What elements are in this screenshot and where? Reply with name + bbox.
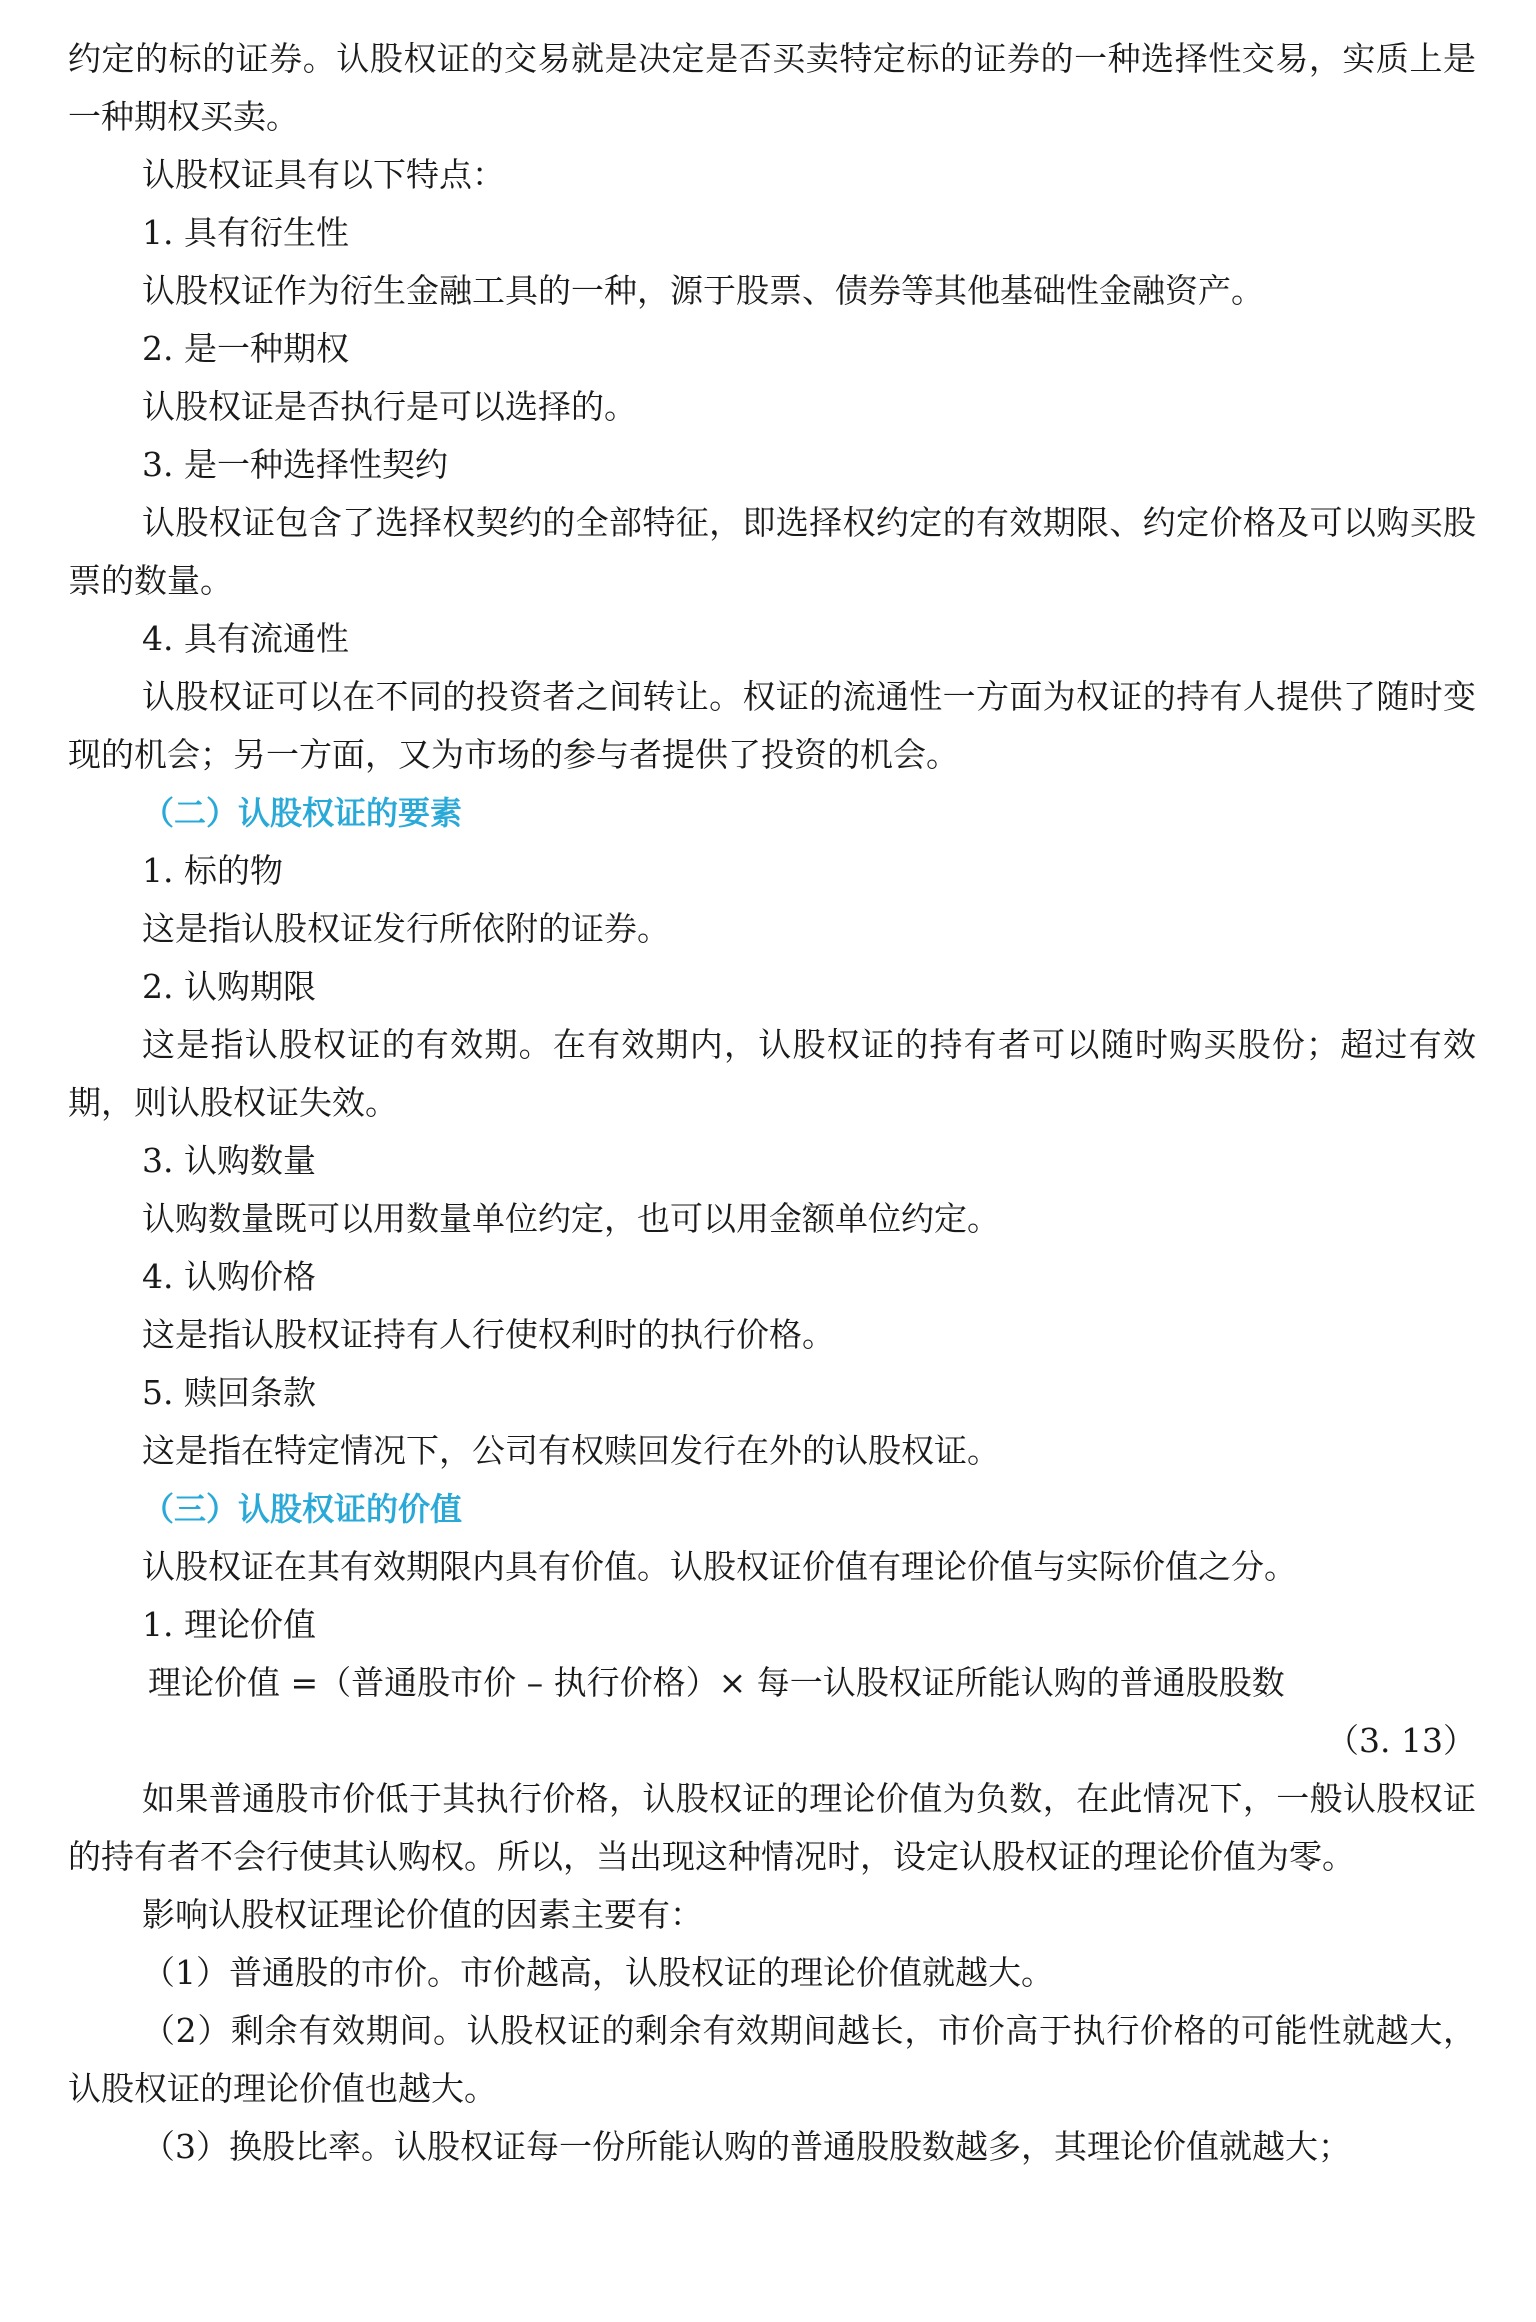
item-body-4: 认股权证可以在不同的投资者之间转让。权证的流通性一方面为权证的持有人提供了随时变现的机会；另一方面，又为市场的参与者提供了投资的机会。 <box>68 677 1476 774</box>
item-body-1: 认股权证作为衍生金融工具的一种，源于股票、债券等其他基础性金融资产。 <box>142 271 1264 310</box>
element-heading-1: 1. 标的物 <box>142 851 283 890</box>
item-body-3: 认股权证包含了选择权契约的全部特征，即选择权约定的有效期限、约定价格及可以购买股票的数量。 <box>68 503 1476 600</box>
item-heading-2: 2. 是一种期权 <box>142 329 349 368</box>
negative-value-paragraph: 如果普通股市价低于其执行价格，认股权证的理论价值为负数，在此情况下，一般认股权证的持有者不会行使其认购权。所以，当出现这种情况时，设定认股权证的理论价值为零。 <box>68 1779 1476 1876</box>
item-body-2: 认股权证是否执行是可以选择的。 <box>142 387 637 426</box>
element-body-1: 这是指认股权证发行所依附的证券。 <box>142 909 670 948</box>
features-intro: 认股权证具有以下特点： <box>142 155 505 194</box>
item-heading-3: 3. 是一种选择性契约 <box>142 445 448 484</box>
item-heading-4: 4. 具有流通性 <box>142 619 349 658</box>
value-intro: 认股权证在其有效期限内具有价值。认股权证价值有理论价值与实际价值之分。 <box>142 1547 1297 1586</box>
section-heading-elements: （二）认股权证的要素 <box>142 794 463 832</box>
formula-theoretical-value: 理论价值 =（普通股市价 – 执行价格）× 每一认股权证所能认购的普通股股数 <box>148 1663 1285 1702</box>
element-heading-4: 4. 认购价格 <box>142 1257 316 1296</box>
factors-intro: 影响认股权证理论价值的因素主要有： <box>142 1895 703 1934</box>
factor-1: （1）普通股的市价。市价越高，认股权证的理论价值就越大。 <box>142 1953 1054 1992</box>
paragraph-continuation: 约定的标的证券。认股权证的交易就是决定是否买卖特定标的证券的一种选择性交易，实质上是一种期权买卖。 <box>68 39 1476 136</box>
element-body-3: 认购数量既可以用数量单位约定，也可以用金额单位约定。 <box>142 1199 1000 1238</box>
formula-number: （3. 13） <box>1326 1721 1476 1760</box>
factor-2: （2）剩余有效期间。认股权证的剩余有效期间越长，市价高于执行价格的可能性就越大，认股权证的理论价值也越大。 <box>68 2011 1476 2108</box>
element-body-4: 这是指认股权证持有人行使权利时的执行价格。 <box>142 1315 835 1354</box>
element-body-2: 这是指认股权证的有效期。在有效期内，认股权证的持有者可以随时购买股份；超过有效期，则认股权证失效。 <box>68 1025 1476 1122</box>
element-heading-5: 5. 赎回条款 <box>142 1373 316 1412</box>
section-heading-value: （三）认股权证的价值 <box>142 1490 463 1528</box>
value-heading-1: 1. 理论价值 <box>142 1605 316 1644</box>
element-heading-2: 2. 认购期限 <box>142 967 316 1006</box>
element-body-5: 这是指在特定情况下，公司有权赎回发行在外的认股权证。 <box>142 1431 1000 1470</box>
element-heading-3: 3. 认购数量 <box>142 1141 316 1180</box>
factor-3: （3）换股比率。认股权证每一份所能认购的普通股股数越多，其理论价值就越大； <box>142 2127 1351 2166</box>
item-heading-1: 1. 具有衍生性 <box>142 213 349 252</box>
